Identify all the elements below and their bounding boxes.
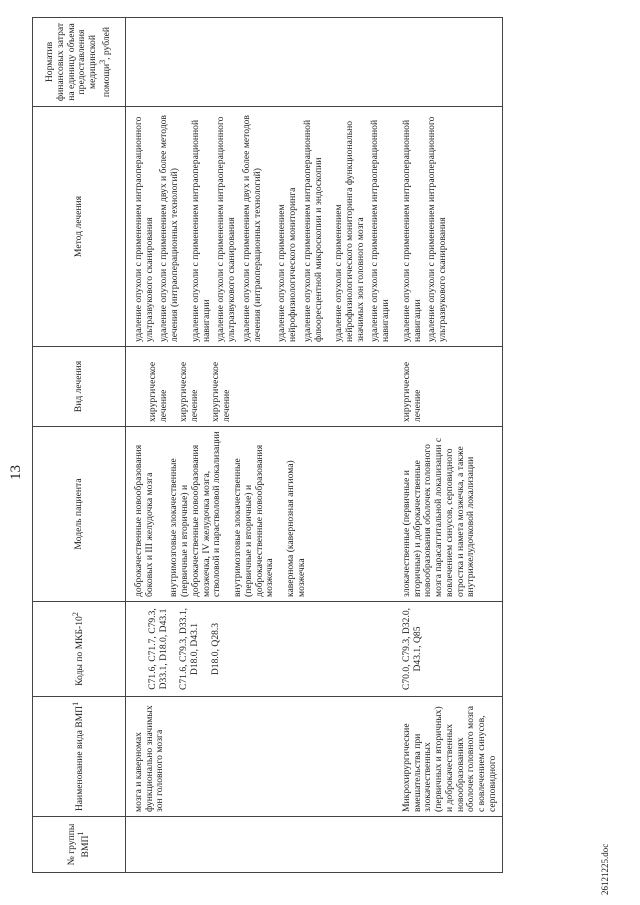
cell-treatment-type — [126, 347, 399, 427]
table-header-row — [33, 18, 126, 873]
method-group — [402, 111, 449, 342]
patient-model-text: внутримозговые злокачественные (первичные и вторичные) и доброкачественные новообразования мозжечка, IV желудочка мозга, стволовой и парастволовой локализации — [168, 431, 223, 597]
patient-model-text: внутримозговые злокачественные (первичные и вторичные) и доброкачественные новообразования мозжечка — [232, 444, 276, 597]
cell-cost-norm — [126, 18, 399, 107]
treatment-type-text: хирургическое лечение — [178, 361, 201, 422]
method-item: удаление опухоли с применением интраоперационного ультразвукового сканирования — [133, 116, 155, 342]
method-item: удаление опухоли с применением интраоперационного ультразвукового сканирования — [215, 116, 238, 342]
method-group — [191, 111, 263, 342]
cell-treatment-method — [399, 107, 502, 347]
treatment-type-text: хирургическое лечение — [209, 361, 232, 422]
header-icd-codes: Коды по МКБ-$10^2$ — [33, 602, 126, 697]
cell-patient-model — [399, 427, 502, 602]
cell-icd-codes — [126, 602, 399, 697]
vmp-table — [32, 17, 503, 873]
treatment-type-text: хирургическое лечение — [400, 361, 423, 422]
method-item: удаление опухоли с применением интраоперационной навигации — [369, 119, 392, 342]
cell-vmp-name: Микрохирургические вмешательства при злокачественных (первичных и вторичных) и доброкачественных новообразованиях оболочек головного мозга с вовлечением синусов, серповидного — [399, 697, 502, 817]
cell-treatment-method — [126, 107, 399, 347]
header-cost-norm: Норматив финансовых затрат на единицу объема предоставления медицинской помощи$^3$, рублей — [33, 18, 126, 107]
icd-codes-text: C71.6, C79.3, D33.1, D18.0, D43.1 — [178, 607, 201, 691]
method-item: удаление опухоли с применением нейрофизиологического мониторинга — [276, 187, 299, 342]
icd-codes-text: C70.0, C79.3, D32.0, D43.1, Q85 — [400, 607, 423, 691]
table-row — [399, 18, 502, 873]
cell-group-no — [399, 817, 502, 873]
table-body — [126, 18, 503, 873]
table-row — [126, 18, 399, 873]
method-group — [277, 111, 324, 342]
patient-model-text: доброкачественные новообразования боковых и III желудочка мозга — [133, 444, 155, 597]
method-item: удаление опухоли с применением двух и более методов лечения (интраоперационных технологий) — [240, 115, 263, 342]
cell-treatment-type — [399, 347, 502, 427]
patient-model-text: злокачественные (первичные и вторичные) и доброкачественные новообразования оболочек головного мозга парасаггитальной локализации с вовлечением синусов, серповидного отростка и намета мозжечка, а также внутрижелудочковой локализации — [400, 437, 477, 597]
header-vmp-name: Наименование вида ВМП$^1$ — [33, 697, 126, 817]
method-group — [134, 111, 181, 342]
cell-icd-codes — [399, 602, 502, 697]
method-item: удаление опухоли с применением нейрофизиологического мониторинга функционально значимых зон головного мозга — [333, 120, 366, 342]
document-id: 26121225.doc — [600, 843, 610, 895]
method-item: удаление опухоли с применением двух и более методов лечения (интраоперационных технологий) — [158, 115, 181, 342]
header-treatment-type: Вид лечения — [33, 347, 126, 427]
header-treatment-method: Метод лечения — [33, 107, 126, 347]
method-item: удаление опухоли с применением интраоперационной навигации — [189, 119, 212, 342]
treatment-type-text: хирургическое лечение — [147, 361, 169, 422]
header-patient-model: Модель пациента — [33, 427, 126, 602]
cell-vmp-name: мозга и каверномах функционально значимых зон головного мозга — [126, 697, 399, 817]
method-item: удаление опухоли с применением интраоперационной флюоресцентной микроскопии и эндоскопии — [301, 119, 324, 342]
method-item: удаление опухоли с применением интраоперационной навигации — [400, 119, 423, 342]
method-group — [334, 111, 392, 342]
header-group-no: № группы ВМП$^1$ — [33, 817, 126, 873]
patient-model-text: кавернома (кавернозная ангиома) мозжечка — [285, 460, 307, 597]
method-item: удаление опухоли с применением интраоперационного ультразвукового сканирования — [426, 116, 449, 342]
page-number: 13 — [8, 465, 24, 480]
cell-patient-model — [126, 427, 399, 602]
icd-codes-text: C71.6, C71.7, C79.3, D33.1, D18.0, D43.1 — [147, 608, 169, 690]
cell-group-no — [126, 817, 399, 873]
icd-codes-text: D18.0, Q28.3 — [209, 622, 221, 676]
cell-cost-norm — [399, 18, 502, 107]
